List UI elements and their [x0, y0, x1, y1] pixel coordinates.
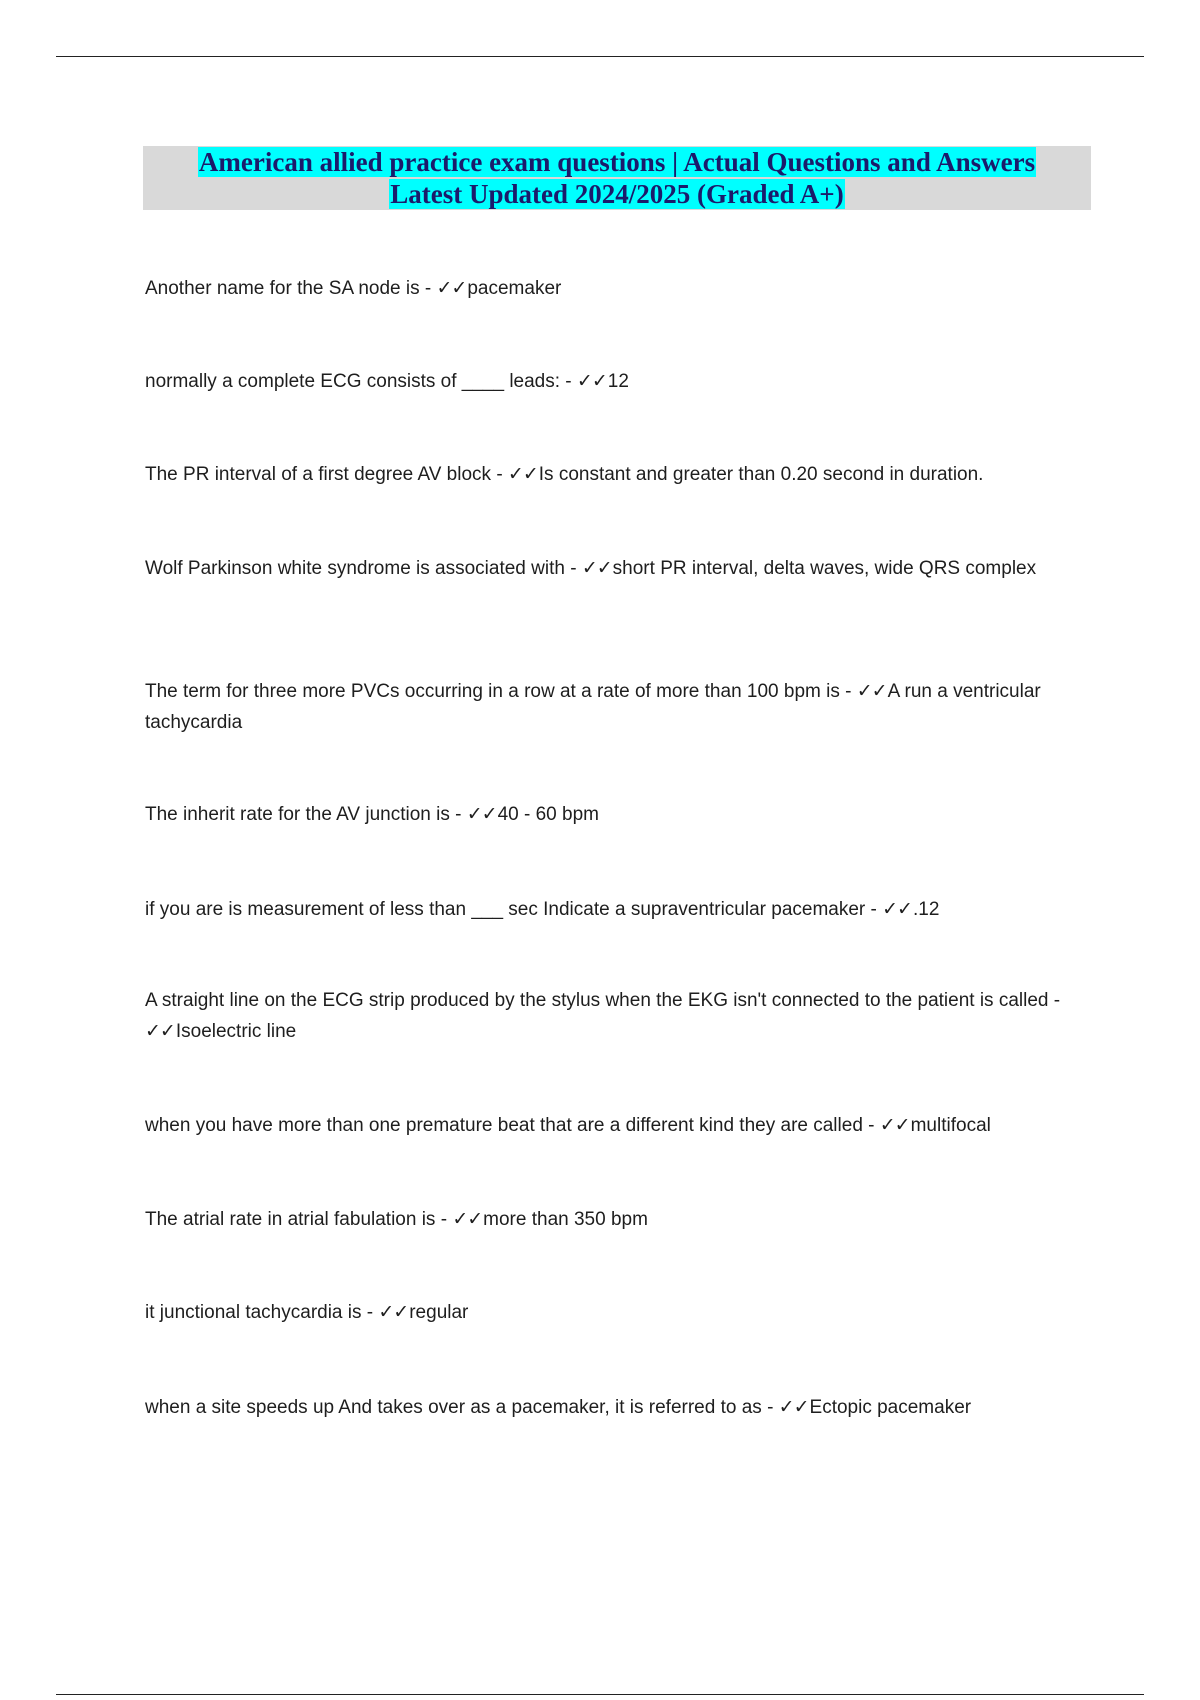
- qa-item: [145, 1204, 1085, 1235]
- question-text: A straight line on the ECG strip produced by the stylus when the EKG isn't connected to the patient is called -: [145, 990, 1061, 1011]
- question-text: when a site speeds up And takes over as a pacemaker, it is referred to as -: [145, 1397, 779, 1418]
- question-text: it junctional tachycardia is -: [145, 1302, 379, 1323]
- answer-text: Isoelectric line: [175, 1021, 297, 1042]
- double-check-icon: ✓✓: [466, 803, 497, 825]
- title-line-2: Latest Updated 2024/2025 (Graded A+): [390, 179, 844, 209]
- qa-item: [145, 985, 1085, 1047]
- question-text: if you are is measurement of less than ___ sec Indicate a supraventricular pacemaker -: [145, 899, 883, 920]
- qa-item: [145, 1110, 1085, 1141]
- double-check-icon: ✓✓: [436, 277, 467, 299]
- qa-item: [145, 273, 1085, 304]
- qa-item: [145, 799, 1085, 830]
- qa-item: [145, 894, 1085, 925]
- answer-text: 40 - 60 bpm: [497, 804, 599, 825]
- qa-item: [145, 366, 1085, 397]
- document-title: [143, 146, 1091, 210]
- double-check-icon: ✓✓: [576, 370, 607, 392]
- question-text: Another name for the SA node is -: [145, 278, 437, 299]
- qa-item: [145, 553, 1085, 584]
- answer-text: A run a ventricular tachycardia: [145, 681, 1041, 733]
- answer-text: Ectopic pacemaker: [809, 1397, 972, 1418]
- double-check-icon: ✓✓: [452, 1208, 483, 1230]
- qa-item: [145, 459, 1085, 490]
- answer-text: .12: [912, 899, 940, 920]
- answer-text: 12: [607, 371, 629, 392]
- answer-text: Is constant and greater than 0.20 second in duration.: [538, 464, 984, 485]
- answer-text: regular: [409, 1302, 469, 1323]
- double-check-icon: ✓✓: [778, 1396, 809, 1418]
- double-check-icon: ✓✓: [879, 1114, 910, 1136]
- qa-item: [145, 1392, 1085, 1423]
- double-check-icon: ✓✓: [856, 680, 887, 702]
- question-text: Wolf Parkinson white syndrome is associated with -: [145, 558, 582, 579]
- question-text: when you have more than one premature beat that are a different kind they are called -: [145, 1115, 880, 1136]
- answer-text: pacemaker: [467, 278, 562, 299]
- double-check-icon: ✓✓: [145, 1020, 175, 1042]
- answer-text: multifocal: [910, 1115, 991, 1136]
- question-text: The PR interval of a first degree AV block -: [145, 464, 508, 485]
- question-text: The term for three more PVCs occurring in a row at a rate of more than 100 bpm is -: [145, 681, 857, 702]
- title-line-1: American allied practice exam questions | Actual Questions and Answers: [198, 147, 1036, 177]
- question-text: normally a complete ECG consists of ____ leads: -: [145, 371, 577, 392]
- double-check-icon: ✓✓: [507, 463, 538, 485]
- answer-text: short PR interval, delta waves, wide QRS complex: [612, 558, 1037, 579]
- question-text: The inherit rate for the AV junction is -: [145, 804, 467, 825]
- bottom-rule: [56, 1694, 1144, 1695]
- double-check-icon: ✓✓: [378, 1301, 409, 1323]
- qa-item: [145, 676, 1085, 738]
- qa-item: [145, 1297, 1085, 1328]
- answer-text: more than 350 bpm: [483, 1209, 648, 1230]
- double-check-icon: ✓✓: [882, 898, 912, 920]
- question-text: The atrial rate in atrial fabulation is -: [145, 1209, 453, 1230]
- top-rule: [56, 56, 1144, 57]
- double-check-icon: ✓✓: [581, 557, 612, 579]
